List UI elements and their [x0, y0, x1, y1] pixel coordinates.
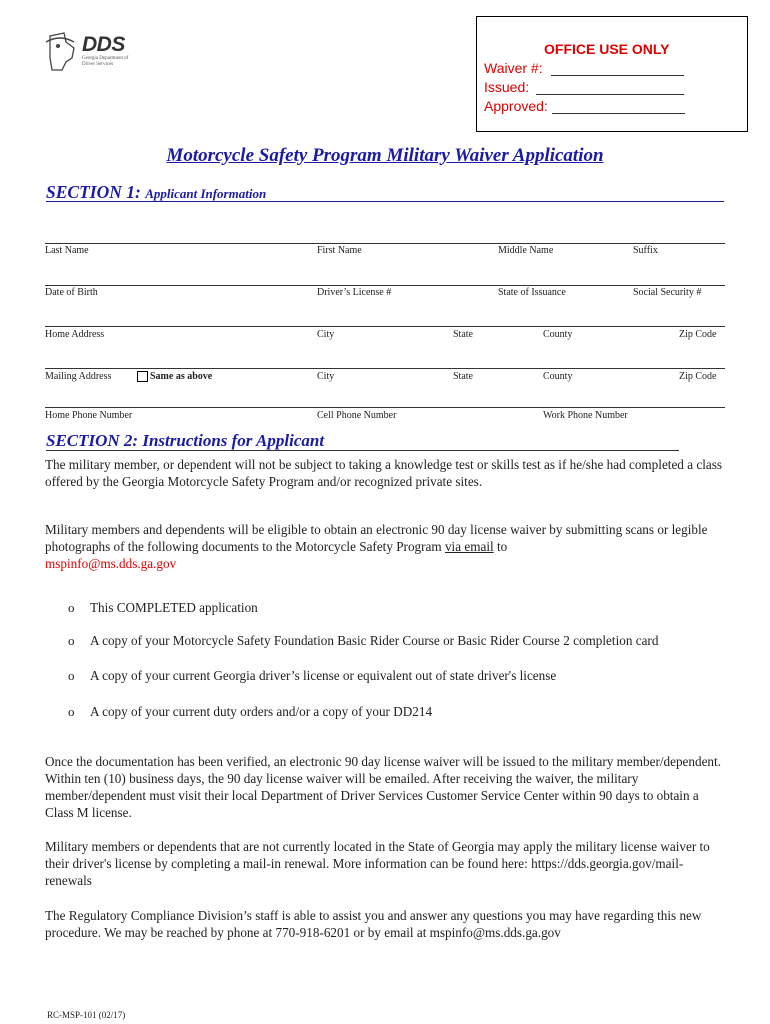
paragraph-2-text: Military members and dependents will be eligible to obtain an electronic 90 day license waiver by submitting scans or legible photographs of the following documents to the Motorcycle Safety Program — [45, 522, 708, 554]
same-as-above-label: Same as above — [150, 371, 213, 382]
waiver-number-line — [551, 75, 684, 76]
state-issuance-label: State of Issuance — [498, 287, 566, 298]
bullet-item: This COMPLETED application — [90, 600, 258, 615]
work-phone-label: Work Phone Number — [543, 410, 628, 421]
last-name-label: Last Name — [45, 245, 89, 256]
home-city-label: City — [317, 329, 335, 340]
paragraph-5: The Regulatory Compliance Division’s staff is able to assist you and answer any questions you may have regarding this new procedure. We may be reached by phone at 770-918-6201 or by email at mspinfo@ms.dds.ga.gov — [45, 908, 702, 940]
form-code: RC-MSP-101 (02/17) — [47, 1010, 126, 1020]
bullet-item: A copy of your current Georgia driver’s license or equivalent out of state driver's license — [90, 668, 557, 683]
approved-label: Approved: — [484, 98, 548, 114]
first-name-label: First Name — [317, 245, 362, 256]
section1-number: SECTION 1: — [46, 182, 141, 202]
home-phone-label: Home Phone Number — [45, 410, 133, 421]
section1-subheading: Applicant Information — [145, 186, 267, 201]
mailing-address-label: Mailing Address — [45, 371, 112, 382]
bullet-item: A copy of your Motorcycle Safety Foundation Basic Rider Course or Basic Rider Course 2 completion card — [90, 633, 659, 648]
cell-phone-label: Cell Phone Number — [317, 410, 397, 421]
paragraph-4: Military members or dependents that are not currently located in the State of Georgia may apply the military license waiver to their driver's license by completing a mail-in renewal. More information can be found here: https://dds.georgia.gov/mail-renewals — [45, 839, 710, 888]
mailing-county-label: County — [543, 371, 573, 382]
paragraph-2 — [45, 521, 725, 572]
bullet-marker: o — [68, 668, 75, 683]
middle-name-label: Middle Name — [498, 245, 554, 256]
section2-rule — [46, 450, 679, 451]
office-use-title: OFFICE USE ONLY — [544, 41, 670, 57]
mailing-zip-label: Zip Code — [679, 371, 717, 382]
logo-text: DDS — [82, 33, 125, 56]
section1-rule — [46, 201, 724, 202]
suffix-label: Suffix — [633, 245, 658, 256]
dob-label: Date of Birth — [45, 287, 98, 298]
paragraph-1: The military member, or dependent will not be subject to taking a knowledge test or skills test as if he/she had completed a class offered by the Georgia Motorcycle Safety Program and/or recognized private sites. — [45, 457, 722, 489]
mailing-city-label: City — [317, 371, 335, 382]
home-state-label: State — [453, 329, 473, 340]
logo-subtitle: Georgia Department of Driver Services — [82, 56, 129, 67]
name-row-line — [45, 243, 725, 244]
ssn-label: Social Security # — [633, 287, 702, 298]
waiver-number-label: Waiver #: — [484, 60, 543, 76]
paragraph-2-to: to — [493, 539, 508, 554]
home-address-row-line — [45, 326, 725, 327]
document-title: Motorcycle Safety Program Military Waiver Application — [166, 145, 604, 166]
bullet-marker: o — [68, 633, 75, 648]
approved-line — [552, 113, 685, 114]
bullet-item: A copy of your current duty orders and/or a copy of your DD214 — [90, 704, 433, 719]
issued-line — [536, 94, 684, 95]
same-as-above-checkbox[interactable] — [137, 371, 148, 382]
via-email-link[interactable]: via email — [444, 539, 494, 554]
home-address-label: Home Address — [45, 329, 105, 340]
paragraph-3: Once the documentation has been verified, an electronic 90 day license waiver will be issued to the military member/dependent. Within ten (10) business days, the 90 day license waiver will be emailed. After receiving the waiver, the military member/dependent must visit their local Department of Driver Services Customer Service Center within 90 days to obtain a Class M license. — [45, 754, 721, 820]
bullet-marker: o — [68, 704, 75, 719]
section2-heading: SECTION 2: Instructions for Applicant — [46, 431, 325, 450]
drivers-license-label: Driver’s License # — [317, 287, 392, 298]
phone-row-line — [45, 407, 725, 408]
issued-label: Issued: — [484, 79, 530, 95]
license-row-line — [45, 285, 725, 286]
home-county-label: County — [543, 329, 573, 340]
home-zip-label: Zip Code — [679, 329, 717, 340]
mailing-state-label: State — [453, 371, 473, 382]
mailing-address-row-line — [45, 368, 725, 369]
bullet-marker: o — [68, 600, 75, 615]
section1-heading — [46, 182, 266, 203]
email-link[interactable]: mspinfo@ms.dds.ga.gov — [45, 556, 177, 571]
